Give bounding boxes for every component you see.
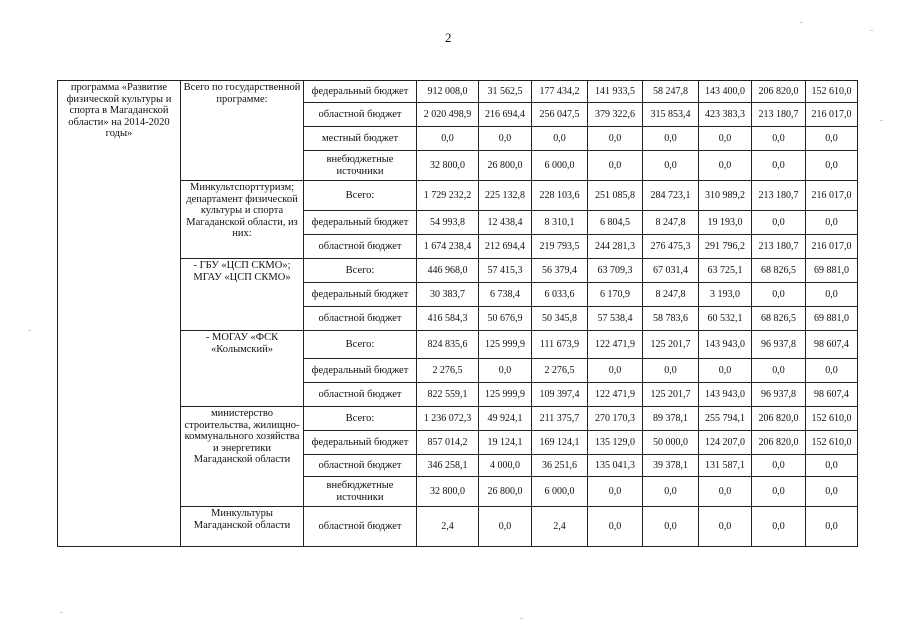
table-row xyxy=(58,81,858,103)
year-amount-cell: 3 193,0 xyxy=(699,283,752,307)
year-amount-cell: 0,0 xyxy=(643,477,699,507)
year-amount-cell: 315 853,4 xyxy=(643,103,699,127)
year-amount-cell: 6 738,4 xyxy=(479,283,532,307)
scan-speck xyxy=(60,612,63,613)
year-amount-cell: 98 607,4 xyxy=(806,331,858,359)
funding-source-cell: областной бюджет xyxy=(304,235,417,259)
year-amount-cell: 0,0 xyxy=(752,211,806,235)
year-amount-cell: 244 281,3 xyxy=(588,235,643,259)
total-amount-cell: 54 993,8 xyxy=(417,211,479,235)
year-amount-cell: 310 989,2 xyxy=(699,181,752,211)
total-amount-cell: 32 800,0 xyxy=(417,151,479,181)
total-amount-cell: 1 236 072,3 xyxy=(417,407,479,431)
executor-cell: Всего по государственной программе: xyxy=(181,81,304,181)
funding-source-cell: Всего: xyxy=(304,181,417,211)
year-amount-cell: 152 610,0 xyxy=(806,407,858,431)
year-amount-cell: 96 937,8 xyxy=(752,383,806,407)
year-amount-cell: 213 180,7 xyxy=(752,103,806,127)
total-amount-cell: 912 008,0 xyxy=(417,81,479,103)
year-amount-cell: 122 471,9 xyxy=(588,383,643,407)
year-amount-cell: 0,0 xyxy=(806,211,858,235)
total-amount-cell: 824 835,6 xyxy=(417,331,479,359)
year-amount-cell: 206 820,0 xyxy=(752,431,806,455)
year-amount-cell: 206 820,0 xyxy=(752,81,806,103)
executor-cell: министерство строительства, жилищно-коммунального хозяйства и энергетики Магаданской области xyxy=(181,407,304,507)
executor-cell: - ГБУ «ЦСП СКМО»; МГАУ «ЦСП СКМО» xyxy=(181,259,304,331)
year-amount-cell: 6 170,9 xyxy=(588,283,643,307)
year-amount-cell: 0,0 xyxy=(752,283,806,307)
funding-source-cell: федеральный бюджет xyxy=(304,431,417,455)
year-amount-cell: 270 170,3 xyxy=(588,407,643,431)
funding-source-cell: Всего: xyxy=(304,407,417,431)
total-amount-cell: 446 968,0 xyxy=(417,259,479,283)
year-amount-cell: 0,0 xyxy=(752,455,806,477)
year-amount-cell: 379 322,6 xyxy=(588,103,643,127)
year-amount-cell: 6 000,0 xyxy=(532,151,588,181)
year-amount-cell: 69 881,0 xyxy=(806,259,858,283)
year-amount-cell: 0,0 xyxy=(643,359,699,383)
year-amount-cell: 213 180,7 xyxy=(752,181,806,211)
year-amount-cell: 0,0 xyxy=(532,127,588,151)
year-amount-cell: 109 397,4 xyxy=(532,383,588,407)
total-amount-cell: 1 729 232,2 xyxy=(417,181,479,211)
year-amount-cell: 50 000,0 xyxy=(643,431,699,455)
year-amount-cell: 58 247,8 xyxy=(643,81,699,103)
funding-source-cell: областной бюджет xyxy=(304,307,417,331)
year-amount-cell: 6 033,6 xyxy=(532,283,588,307)
year-amount-cell: 0,0 xyxy=(806,127,858,151)
year-amount-cell: 39 378,1 xyxy=(643,455,699,477)
total-amount-cell: 1 674 238,4 xyxy=(417,235,479,259)
year-amount-cell: 19 193,0 xyxy=(699,211,752,235)
year-amount-cell: 0,0 xyxy=(699,127,752,151)
year-amount-cell: 0,0 xyxy=(752,359,806,383)
year-amount-cell: 206 820,0 xyxy=(752,407,806,431)
scan-speck xyxy=(28,330,31,331)
year-amount-cell: 219 793,5 xyxy=(532,235,588,259)
total-amount-cell: 2 276,5 xyxy=(417,359,479,383)
year-amount-cell: 0,0 xyxy=(479,127,532,151)
year-amount-cell: 26 800,0 xyxy=(479,477,532,507)
year-amount-cell: 125 201,7 xyxy=(643,383,699,407)
total-amount-cell: 416 584,3 xyxy=(417,307,479,331)
year-amount-cell: 291 796,2 xyxy=(699,235,752,259)
page-number: 2 xyxy=(445,30,452,45)
year-amount-cell: 36 251,6 xyxy=(532,455,588,477)
funding-source-cell: местный бюджет xyxy=(304,127,417,151)
year-amount-cell: 216 017,0 xyxy=(806,103,858,127)
year-amount-cell: 31 562,5 xyxy=(479,81,532,103)
year-amount-cell: 0,0 xyxy=(752,127,806,151)
funding-source-cell: областной бюджет xyxy=(304,455,417,477)
total-amount-cell: 30 383,7 xyxy=(417,283,479,307)
year-amount-cell: 6 000,0 xyxy=(532,477,588,507)
year-amount-cell: 0,0 xyxy=(752,507,806,547)
scan-speck xyxy=(800,22,803,23)
year-amount-cell: 0,0 xyxy=(699,151,752,181)
year-amount-cell: 216 694,4 xyxy=(479,103,532,127)
year-amount-cell: 57 538,4 xyxy=(588,307,643,331)
year-amount-cell: 50 345,8 xyxy=(532,307,588,331)
year-amount-cell: 89 378,1 xyxy=(643,407,699,431)
year-amount-cell: 67 031,4 xyxy=(643,259,699,283)
year-amount-cell: 50 676,9 xyxy=(479,307,532,331)
year-amount-cell: 423 383,3 xyxy=(699,103,752,127)
year-amount-cell: 8 310,1 xyxy=(532,211,588,235)
year-amount-cell: 0,0 xyxy=(588,477,643,507)
year-amount-cell: 125 201,7 xyxy=(643,331,699,359)
year-amount-cell: 26 800,0 xyxy=(479,151,532,181)
year-amount-cell: 0,0 xyxy=(806,151,858,181)
executor-cell: - МОГАУ «ФСК «Колымский» xyxy=(181,331,304,407)
funding-source-cell: федеральный бюджет xyxy=(304,283,417,307)
year-amount-cell: 96 937,8 xyxy=(752,331,806,359)
year-amount-cell: 131 587,1 xyxy=(699,455,752,477)
year-amount-cell: 0,0 xyxy=(699,507,752,547)
year-amount-cell: 63 725,1 xyxy=(699,259,752,283)
year-amount-cell: 276 475,3 xyxy=(643,235,699,259)
year-amount-cell: 212 694,4 xyxy=(479,235,532,259)
year-amount-cell: 0,0 xyxy=(643,507,699,547)
year-amount-cell: 284 723,1 xyxy=(643,181,699,211)
total-amount-cell: 822 559,1 xyxy=(417,383,479,407)
year-amount-cell: 135 129,0 xyxy=(588,431,643,455)
program-name-cell: программа «Развитие физической культуры и спорта в Магаданской области» на 2014-2020 годы» xyxy=(58,81,181,547)
year-amount-cell: 2 276,5 xyxy=(532,359,588,383)
executor-cell: Минкультуры Магаданской области xyxy=(181,507,304,547)
year-amount-cell: 49 924,1 xyxy=(479,407,532,431)
year-amount-cell: 0,0 xyxy=(806,283,858,307)
year-amount-cell: 177 434,2 xyxy=(532,81,588,103)
total-amount-cell: 32 800,0 xyxy=(417,477,479,507)
scan-speck xyxy=(870,30,873,31)
funding-source-cell: внебюджетные источники xyxy=(304,477,417,507)
year-amount-cell: 60 532,1 xyxy=(699,307,752,331)
year-amount-cell: 68 826,5 xyxy=(752,259,806,283)
total-amount-cell: 857 014,2 xyxy=(417,431,479,455)
year-amount-cell: 0,0 xyxy=(643,127,699,151)
year-amount-cell: 57 415,3 xyxy=(479,259,532,283)
year-amount-cell: 141 933,5 xyxy=(588,81,643,103)
year-amount-cell: 69 881,0 xyxy=(806,307,858,331)
year-amount-cell: 216 017,0 xyxy=(806,181,858,211)
year-amount-cell: 0,0 xyxy=(752,477,806,507)
year-amount-cell: 6 804,5 xyxy=(588,211,643,235)
funding-source-cell: областной бюджет xyxy=(304,103,417,127)
year-amount-cell: 0,0 xyxy=(588,507,643,547)
year-amount-cell: 111 673,9 xyxy=(532,331,588,359)
funding-source-cell: внебюджетные источники xyxy=(304,151,417,181)
scan-speck xyxy=(520,618,523,619)
year-amount-cell: 143 943,0 xyxy=(699,331,752,359)
budget-table xyxy=(57,80,858,547)
year-amount-cell: 63 709,3 xyxy=(588,259,643,283)
year-amount-cell: 125 999,9 xyxy=(479,383,532,407)
funding-source-cell: областной бюджет xyxy=(304,507,417,547)
year-amount-cell: 0,0 xyxy=(806,359,858,383)
year-amount-cell: 255 794,1 xyxy=(699,407,752,431)
year-amount-cell: 0,0 xyxy=(588,359,643,383)
year-amount-cell: 124 207,0 xyxy=(699,431,752,455)
year-amount-cell: 19 124,1 xyxy=(479,431,532,455)
total-amount-cell: 2,4 xyxy=(417,507,479,547)
funding-source-cell: федеральный бюджет xyxy=(304,81,417,103)
funding-source-cell: Всего: xyxy=(304,259,417,283)
year-amount-cell: 4 000,0 xyxy=(479,455,532,477)
year-amount-cell: 0,0 xyxy=(806,477,858,507)
year-amount-cell: 0,0 xyxy=(752,151,806,181)
year-amount-cell: 225 132,8 xyxy=(479,181,532,211)
year-amount-cell: 0,0 xyxy=(479,359,532,383)
year-amount-cell: 0,0 xyxy=(806,507,858,547)
year-amount-cell: 0,0 xyxy=(643,151,699,181)
year-amount-cell: 58 783,6 xyxy=(643,307,699,331)
year-amount-cell: 228 103,6 xyxy=(532,181,588,211)
total-amount-cell: 2 020 498,9 xyxy=(417,103,479,127)
year-amount-cell: 211 375,7 xyxy=(532,407,588,431)
year-amount-cell: 8 247,8 xyxy=(643,211,699,235)
year-amount-cell: 56 379,4 xyxy=(532,259,588,283)
scan-speck xyxy=(880,120,883,121)
year-amount-cell: 143 943,0 xyxy=(699,383,752,407)
year-amount-cell: 125 999,9 xyxy=(479,331,532,359)
year-amount-cell: 152 610,0 xyxy=(806,431,858,455)
total-amount-cell: 346 258,1 xyxy=(417,455,479,477)
year-amount-cell: 0,0 xyxy=(699,359,752,383)
year-amount-cell: 0,0 xyxy=(479,507,532,547)
year-amount-cell: 213 180,7 xyxy=(752,235,806,259)
year-amount-cell: 0,0 xyxy=(806,455,858,477)
year-amount-cell: 2,4 xyxy=(532,507,588,547)
year-amount-cell: 216 017,0 xyxy=(806,235,858,259)
funding-source-cell: федеральный бюджет xyxy=(304,211,417,235)
funding-source-cell: областной бюджет xyxy=(304,383,417,407)
year-amount-cell: 251 085,8 xyxy=(588,181,643,211)
year-amount-cell: 122 471,9 xyxy=(588,331,643,359)
funding-source-cell: федеральный бюджет xyxy=(304,359,417,383)
year-amount-cell: 143 400,0 xyxy=(699,81,752,103)
year-amount-cell: 68 826,5 xyxy=(752,307,806,331)
year-amount-cell: 152 610,0 xyxy=(806,81,858,103)
year-amount-cell: 169 124,1 xyxy=(532,431,588,455)
year-amount-cell: 12 438,4 xyxy=(479,211,532,235)
year-amount-cell: 0,0 xyxy=(588,127,643,151)
executor-cell: Минкультспорттуризм; департамент физической культуры и спорта Магаданской области, из них: xyxy=(181,181,304,259)
year-amount-cell: 135 041,3 xyxy=(588,455,643,477)
year-amount-cell: 256 047,5 xyxy=(532,103,588,127)
year-amount-cell: 8 247,8 xyxy=(643,283,699,307)
year-amount-cell: 98 607,4 xyxy=(806,383,858,407)
total-amount-cell: 0,0 xyxy=(417,127,479,151)
year-amount-cell: 0,0 xyxy=(588,151,643,181)
funding-source-cell: Всего: xyxy=(304,331,417,359)
year-amount-cell: 0,0 xyxy=(699,477,752,507)
